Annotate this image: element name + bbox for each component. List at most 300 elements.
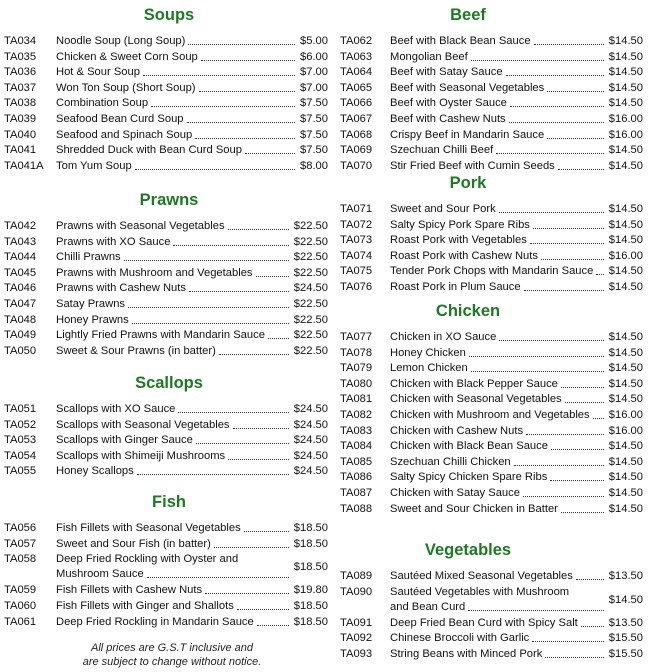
item-code: TA070 bbox=[340, 159, 373, 172]
menu-item-ta059 bbox=[4, 583, 328, 598]
dot-leader bbox=[132, 313, 289, 324]
item-price: $14.50 bbox=[608, 144, 643, 157]
menu-item-ta060 bbox=[4, 599, 328, 614]
item-price: $15.50 bbox=[608, 632, 643, 645]
section-title-fish: Fish bbox=[152, 493, 186, 511]
item-code: TA055 bbox=[4, 465, 37, 478]
item-price: $18.50 bbox=[293, 537, 328, 550]
item-code: TA066 bbox=[340, 97, 373, 110]
item-code: TA034 bbox=[4, 35, 37, 47]
item-name: Chicken with Satay Sauce bbox=[390, 487, 520, 499]
dot-leader bbox=[550, 470, 603, 481]
item-name: Chicken with Cashew Nuts bbox=[390, 424, 524, 437]
item-code: TA086 bbox=[340, 471, 373, 484]
item-code: TA071 bbox=[340, 203, 373, 215]
dot-leader bbox=[205, 583, 289, 594]
item-name: Beef with Oyster Sauce bbox=[390, 97, 507, 110]
item-code: TA074 bbox=[340, 249, 373, 262]
menu-item-ta061 bbox=[4, 615, 328, 630]
section-title-beef: Beef bbox=[450, 6, 486, 24]
item-name: Roast Pork with Cashew Nuts bbox=[390, 249, 538, 262]
menu-item-ta072 bbox=[340, 218, 643, 233]
dot-leader bbox=[509, 112, 604, 123]
item-code: TA039 bbox=[4, 113, 37, 125]
dot-leader bbox=[233, 418, 289, 429]
dot-leader bbox=[137, 464, 289, 475]
item-price: $14.50 bbox=[608, 393, 643, 406]
item-code: TA050 bbox=[4, 344, 37, 357]
item-name: Tender Pork Chops with Mandarin Sauce bbox=[390, 265, 594, 278]
menu-item-ta054 bbox=[4, 449, 328, 464]
menu-item-ta092 bbox=[340, 631, 643, 646]
menu-item-ta083 bbox=[340, 424, 643, 439]
item-name: Beef with Satay Sauce bbox=[390, 66, 503, 79]
item-price: $14.50 bbox=[608, 203, 643, 215]
dot-leader bbox=[237, 599, 289, 610]
item-name: Deep Fried Bean Curd with Spicy Salt bbox=[390, 616, 578, 629]
item-name: Chicken with Black Pepper Sauce bbox=[390, 377, 558, 390]
item-code: TA068 bbox=[340, 128, 373, 141]
menu-item-ta042 bbox=[4, 219, 328, 234]
dot-leader bbox=[510, 96, 604, 107]
dot-leader bbox=[496, 143, 604, 154]
item-code: TA042 bbox=[4, 220, 37, 232]
dot-leader bbox=[541, 249, 604, 260]
item-code: TA087 bbox=[340, 487, 373, 499]
item-code: TA090 bbox=[340, 585, 373, 598]
item-price: $14.50 bbox=[608, 234, 643, 247]
menu-item-ta085 bbox=[340, 455, 643, 470]
item-price: $14.50 bbox=[608, 331, 643, 343]
item-price: $16.00 bbox=[608, 424, 643, 437]
item-code: TA038 bbox=[4, 97, 37, 110]
item-code: TA046 bbox=[4, 282, 37, 295]
item-price: $7.50 bbox=[300, 97, 328, 110]
item-code: TA051 bbox=[4, 403, 37, 415]
item-name: Salty Spicy Pork Spare Ribs bbox=[390, 218, 530, 231]
item-price: $24.50 bbox=[293, 418, 328, 431]
dot-leader bbox=[469, 346, 604, 357]
item-code: TA049 bbox=[4, 329, 37, 342]
item-price: $22.50 bbox=[293, 220, 328, 232]
item-price: $16.00 bbox=[608, 113, 643, 125]
dot-leader bbox=[188, 34, 295, 45]
section-title-soups: Soups bbox=[143, 6, 195, 24]
item-price: $24.50 bbox=[293, 403, 328, 415]
item-price: $14.50 bbox=[608, 593, 643, 606]
item-name: Scallops with Shimeiji Mushrooms bbox=[56, 449, 226, 462]
dot-leader bbox=[561, 377, 604, 388]
item-code: TA091 bbox=[340, 616, 373, 629]
menu-item-ta052 bbox=[4, 418, 328, 433]
menu-item-ta090 bbox=[340, 585, 643, 615]
menu-item-ta069 bbox=[340, 143, 643, 158]
item-price: $24.50 bbox=[293, 434, 328, 447]
item-name: Hot & Sour Soup bbox=[56, 66, 140, 79]
item-price: $14.50 bbox=[608, 66, 643, 79]
dot-leader bbox=[151, 96, 295, 107]
item-price: $22.50 bbox=[293, 313, 328, 326]
item-name: Tom Yum Soup bbox=[56, 159, 132, 172]
item-code: TA045 bbox=[4, 266, 37, 279]
item-price: $19.80 bbox=[293, 584, 328, 597]
item-name: Szechuan Chilli Chicken bbox=[390, 455, 511, 468]
menu-item-ta056 bbox=[4, 521, 328, 536]
item-price: $6.00 bbox=[300, 50, 328, 63]
menu-item-ta037 bbox=[4, 81, 328, 96]
item-price: $22.50 bbox=[293, 251, 328, 264]
item-price: $18.50 bbox=[293, 600, 328, 612]
dot-leader bbox=[256, 266, 289, 277]
item-price: $14.50 bbox=[608, 159, 643, 172]
menu-item-ta058 bbox=[4, 552, 328, 582]
item-name: Beef with Seasonal Vegetables bbox=[390, 81, 545, 94]
item-code: TA040 bbox=[4, 128, 37, 141]
dot-leader bbox=[228, 449, 289, 460]
menu-item-ta066 bbox=[340, 96, 643, 111]
item-price: $7.50 bbox=[300, 144, 328, 157]
item-name: Sweet and Sour Fish (in batter) bbox=[56, 537, 211, 550]
section-title-pork: Pork bbox=[449, 174, 487, 192]
item-code: TA088 bbox=[340, 502, 373, 515]
menu-item-ta038 bbox=[4, 96, 328, 111]
dot-leader bbox=[124, 250, 289, 261]
menu-item-ta073 bbox=[340, 233, 643, 248]
dot-leader bbox=[199, 81, 295, 92]
dot-leader bbox=[545, 647, 603, 658]
menu-item-ta039 bbox=[4, 112, 328, 127]
item-price: $14.50 bbox=[608, 362, 643, 375]
item-name: Sautéed Vegetables with Mushroom bbox=[390, 585, 570, 598]
menu-item-ta057 bbox=[4, 537, 328, 552]
item-code: TA081 bbox=[340, 393, 373, 406]
item-name: Sautéed Mixed Seasonal Vegetables bbox=[390, 570, 573, 582]
item-price: $16.00 bbox=[608, 249, 643, 262]
menu-item-ta053 bbox=[4, 433, 328, 448]
dot-leader bbox=[201, 50, 295, 61]
menu-item-ta041 bbox=[4, 143, 328, 158]
menu-item-ta068 bbox=[340, 128, 643, 143]
dot-leader bbox=[257, 615, 289, 626]
dot-leader bbox=[547, 128, 604, 139]
menu-item-ta076 bbox=[340, 280, 643, 295]
dot-leader bbox=[135, 159, 295, 170]
item-price: $14.50 bbox=[608, 35, 643, 47]
item-price: $14.50 bbox=[608, 81, 643, 94]
item-price: $13.50 bbox=[608, 616, 643, 629]
item-name: Scallops with XO Sauce bbox=[56, 403, 176, 415]
dot-leader bbox=[551, 439, 604, 450]
section-title-chicken: Chicken bbox=[435, 302, 501, 320]
footnote-line-1: All prices are G.S.T inclusive and bbox=[90, 642, 253, 654]
item-name: Beef with Cashew Nuts bbox=[390, 113, 506, 125]
item-code: TA058 bbox=[4, 553, 37, 566]
item-price: $14.50 bbox=[608, 471, 643, 484]
item-code: TA075 bbox=[340, 265, 373, 278]
menu-item-ta077 bbox=[340, 330, 643, 345]
item-code: TA062 bbox=[340, 35, 373, 47]
price-footnote bbox=[32, 641, 312, 669]
item-price: $16.00 bbox=[608, 128, 643, 141]
item-code: TA092 bbox=[340, 632, 373, 645]
menu-item-ta081 bbox=[340, 392, 643, 407]
dot-leader bbox=[524, 280, 604, 291]
item-price: $14.50 bbox=[608, 440, 643, 453]
menu-item-ta035 bbox=[4, 50, 328, 65]
dot-leader bbox=[506, 65, 604, 76]
menu-item-ta063 bbox=[340, 50, 643, 65]
item-name: Shredded Duck with Bean Curd Soup bbox=[56, 144, 242, 157]
item-code: TA048 bbox=[4, 313, 37, 326]
menu-item-ta079 bbox=[340, 361, 643, 376]
item-price: $22.50 bbox=[293, 235, 328, 248]
dot-leader bbox=[514, 455, 604, 466]
dot-leader bbox=[187, 112, 295, 123]
dot-leader bbox=[565, 392, 604, 403]
item-name: Sweet & Sour Prawns (in batter) bbox=[56, 344, 216, 357]
dot-leader bbox=[471, 50, 604, 61]
item-name: Won Ton Soup (Short Soup) bbox=[56, 81, 196, 94]
item-name: Chicken in XO Sauce bbox=[390, 331, 497, 343]
item-code: TA057 bbox=[4, 537, 37, 550]
item-code: TA056 bbox=[4, 522, 37, 534]
menu-item-ta086 bbox=[340, 470, 643, 485]
menu-item-ta080 bbox=[340, 377, 643, 392]
menu-item-ta070 bbox=[340, 159, 643, 174]
dot-leader bbox=[581, 616, 604, 627]
dot-leader bbox=[576, 569, 604, 580]
dot-leader bbox=[178, 402, 288, 413]
item-name: Roast Pork in Plum Sauce bbox=[390, 281, 521, 293]
item-name: Seafood Bean Curd Soup bbox=[56, 113, 184, 125]
menu-item-ta075 bbox=[340, 264, 643, 279]
item-price: $24.50 bbox=[293, 449, 328, 462]
item-code: TA080 bbox=[340, 377, 373, 390]
item-price: $14.50 bbox=[608, 218, 643, 231]
section-title-vegetables: Vegetables bbox=[424, 541, 512, 559]
item-code: TA085 bbox=[340, 455, 373, 468]
item-code: TA035 bbox=[4, 50, 37, 63]
item-code: TA077 bbox=[340, 331, 373, 343]
item-price: $24.50 bbox=[293, 282, 328, 295]
menu-item-ta093 bbox=[340, 647, 643, 662]
item-name: Chicken with Seasonal Vegetables bbox=[390, 393, 562, 406]
item-code: TA041A bbox=[4, 159, 44, 172]
item-price: $14.50 bbox=[608, 50, 643, 63]
item-code: TA073 bbox=[340, 234, 373, 247]
dot-leader bbox=[530, 233, 604, 244]
dot-leader bbox=[523, 486, 604, 497]
menu-item-ta049 bbox=[4, 328, 328, 343]
item-price: $22.50 bbox=[293, 266, 328, 279]
item-code: TA054 bbox=[4, 449, 37, 462]
item-name: Prawns with Cashew Nuts bbox=[56, 282, 186, 295]
dot-leader bbox=[534, 34, 604, 45]
menu-item-ta046 bbox=[4, 281, 328, 296]
item-name: Chilli Prawns bbox=[56, 251, 121, 264]
item-price: $8.00 bbox=[300, 159, 328, 172]
footnote-line-2: are subject to change without notice. bbox=[82, 656, 262, 668]
item-code: TA078 bbox=[340, 346, 373, 359]
item-price: $22.50 bbox=[293, 344, 328, 357]
item-code: TA082 bbox=[340, 409, 373, 421]
menu-item-ta078 bbox=[340, 346, 643, 361]
item-name: Mongolian Beef bbox=[390, 50, 468, 63]
item-name: Szechuan Chilli Beef bbox=[390, 144, 494, 157]
menu-item-ta047 bbox=[4, 297, 328, 312]
menu-item-ta036 bbox=[4, 65, 328, 80]
item-code: TA079 bbox=[340, 362, 373, 375]
item-code: TA084 bbox=[340, 440, 373, 453]
item-code: TA059 bbox=[4, 584, 37, 597]
menu-item-ta040 bbox=[4, 128, 328, 143]
menu-item-ta050 bbox=[4, 344, 328, 359]
item-code: TA041 bbox=[4, 144, 37, 157]
menu-item-ta055 bbox=[4, 464, 328, 479]
menu-item-ta044 bbox=[4, 250, 328, 265]
menu-item-ta064 bbox=[340, 65, 643, 80]
item-name: Chinese Broccoli with Garlic bbox=[390, 632, 530, 645]
item-price: $14.50 bbox=[608, 502, 643, 515]
item-price: $14.50 bbox=[608, 265, 643, 278]
item-code: TA047 bbox=[4, 298, 37, 310]
item-price: $24.50 bbox=[293, 465, 328, 478]
dot-leader bbox=[593, 408, 604, 419]
item-price: $13.50 bbox=[608, 570, 643, 582]
item-name: Scallops with Seasonal Vegetables bbox=[56, 418, 230, 431]
item-price: $7.50 bbox=[300, 128, 328, 141]
item-price: $14.50 bbox=[608, 487, 643, 499]
menu-item-ta067 bbox=[340, 112, 643, 127]
item-name: Roast Pork with Vegetables bbox=[390, 234, 527, 247]
menu-item-ta045 bbox=[4, 266, 328, 281]
dot-leader bbox=[547, 81, 604, 92]
menu-item-ta041a bbox=[4, 159, 328, 174]
item-name: Sweet and Sour Chicken in Batter bbox=[390, 502, 558, 515]
item-code: TA037 bbox=[4, 81, 37, 94]
section-title-prawns: Prawns bbox=[139, 191, 199, 209]
menu-item-ta071 bbox=[340, 202, 643, 217]
item-price: $16.00 bbox=[608, 409, 643, 421]
item-name: Beef with Black Bean Sauce bbox=[390, 35, 531, 47]
item-code: TA053 bbox=[4, 434, 37, 447]
menu-item-ta034 bbox=[4, 34, 328, 49]
item-price: $14.50 bbox=[608, 281, 643, 293]
dot-leader bbox=[244, 521, 289, 532]
menu-item-ta043 bbox=[4, 235, 328, 250]
item-code: TA076 bbox=[340, 281, 373, 293]
item-code: TA065 bbox=[340, 81, 373, 94]
item-price: $14.50 bbox=[608, 97, 643, 110]
item-price: $18.50 bbox=[293, 615, 328, 628]
item-name: Sweet and Sour Pork bbox=[390, 203, 496, 215]
item-code: TA064 bbox=[340, 66, 373, 79]
item-code: TA063 bbox=[340, 50, 373, 63]
item-code: TA089 bbox=[340, 570, 373, 582]
item-code: TA052 bbox=[4, 418, 37, 431]
item-code: TA093 bbox=[340, 648, 373, 660]
menu-item-ta048 bbox=[4, 313, 328, 328]
dot-leader bbox=[143, 65, 295, 76]
item-price: $14.50 bbox=[608, 455, 643, 468]
dot-leader bbox=[558, 159, 604, 170]
dot-leader bbox=[196, 433, 289, 444]
item-code: TA072 bbox=[340, 218, 373, 231]
dot-leader bbox=[195, 128, 295, 139]
dot-leader bbox=[128, 297, 289, 308]
item-name: Stir Fried Beef with Cumin Seeds bbox=[390, 159, 555, 172]
dot-leader bbox=[245, 143, 295, 154]
dot-leader bbox=[596, 264, 603, 275]
item-name: Seafood and Spinach Soup bbox=[56, 128, 193, 141]
item-name: String Beans with Minced Pork bbox=[390, 648, 543, 660]
item-name-line-2: Mushroom Sauce bbox=[56, 568, 144, 581]
item-name: Salty Spicy Chicken Spare Ribs bbox=[390, 471, 548, 484]
item-code: TA069 bbox=[340, 144, 373, 157]
menu-item-ta074 bbox=[340, 249, 643, 264]
menu-item-ta087 bbox=[340, 486, 643, 501]
item-code: TA060 bbox=[4, 600, 37, 612]
item-name: Noodle Soup (Long Soup) bbox=[56, 35, 186, 47]
menu-item-ta084 bbox=[340, 439, 643, 454]
item-name: Honey Chicken bbox=[390, 346, 466, 359]
dot-leader bbox=[532, 631, 604, 642]
dot-leader bbox=[561, 502, 604, 513]
dot-leader bbox=[214, 537, 289, 548]
dot-leader bbox=[471, 361, 604, 372]
item-price: $5.00 bbox=[300, 35, 328, 47]
item-code: TA083 bbox=[340, 424, 373, 437]
item-price: $14.50 bbox=[608, 346, 643, 359]
item-name: Lightly Fried Prawns with Mandarin Sauce bbox=[56, 329, 265, 342]
item-name: Chicken with Mushroom and Vegetables bbox=[390, 409, 590, 421]
item-price: $7.00 bbox=[300, 66, 328, 79]
item-name: Fish Fillets with Ginger and Shallots bbox=[56, 600, 234, 612]
dot-leader bbox=[147, 567, 289, 578]
item-code: TA044 bbox=[4, 251, 37, 264]
item-name: Honey Prawns bbox=[56, 313, 129, 326]
dot-leader bbox=[468, 600, 604, 611]
dot-leader bbox=[526, 424, 604, 435]
item-name: Chicken with Black Bean Sauce bbox=[390, 440, 548, 453]
item-name: Prawns with Mushroom and Vegetables bbox=[56, 266, 253, 279]
item-name: Crispy Beef in Mandarin Sauce bbox=[390, 128, 545, 141]
item-name: Prawns with Seasonal Vegetables bbox=[56, 220, 225, 232]
item-price: $7.50 bbox=[300, 113, 328, 125]
item-name: Chicken & Sweet Corn Soup bbox=[56, 50, 198, 63]
item-name-line-2: and Bean Curd bbox=[390, 600, 466, 613]
item-price: $18.50 bbox=[293, 522, 328, 534]
menu-item-ta082 bbox=[340, 408, 643, 423]
item-price: $7.00 bbox=[300, 81, 328, 94]
item-name: Honey Scallops bbox=[56, 465, 134, 478]
item-name: Combination Soup bbox=[56, 97, 149, 110]
menu-item-ta089 bbox=[340, 569, 643, 584]
item-price: $15.50 bbox=[608, 648, 643, 660]
item-code: TA036 bbox=[4, 66, 37, 79]
item-code: TA061 bbox=[4, 615, 37, 628]
item-name: Fish Fillets with Cashew Nuts bbox=[56, 584, 203, 597]
item-name: Prawns with XO Sauce bbox=[56, 235, 171, 248]
dot-leader bbox=[533, 218, 604, 229]
item-code: TA067 bbox=[340, 113, 373, 125]
menu-item-ta062 bbox=[340, 34, 643, 49]
dot-leader bbox=[228, 219, 289, 230]
dot-leader bbox=[189, 281, 289, 292]
item-name: Scallops with Ginger Sauce bbox=[56, 434, 193, 447]
item-name: Deep Fried Rockling in Mandarin Sauce bbox=[56, 615, 254, 628]
item-price: $18.50 bbox=[293, 561, 328, 574]
